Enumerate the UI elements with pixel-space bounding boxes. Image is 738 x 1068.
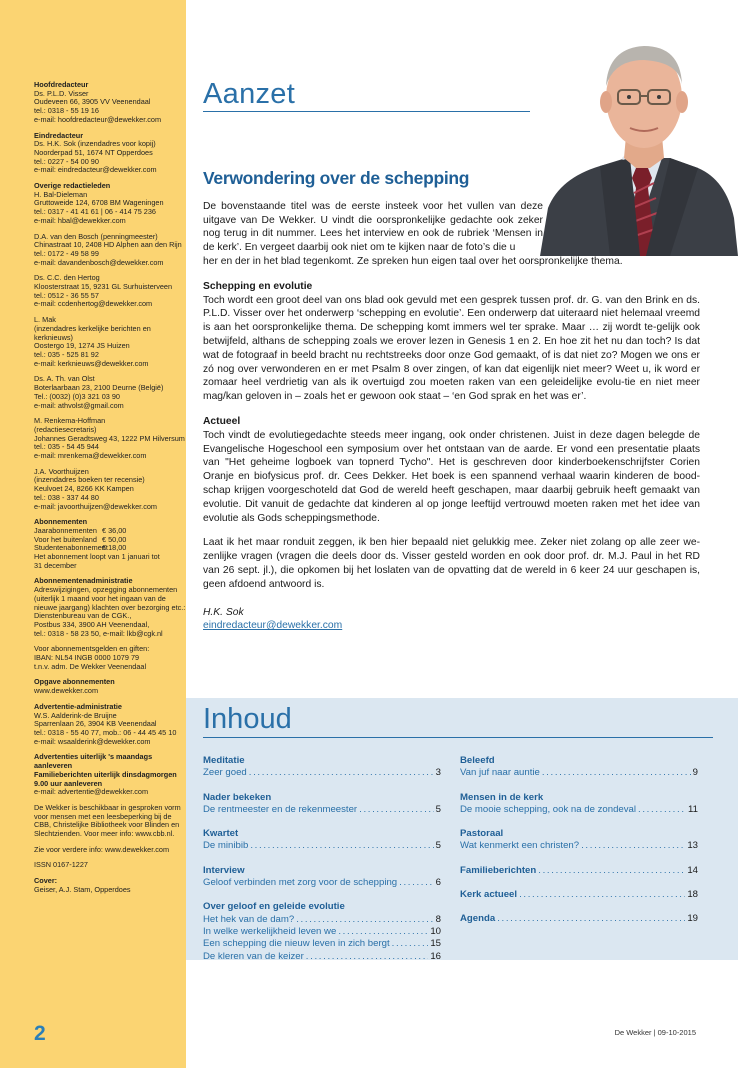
colophon-block	[34, 132, 182, 176]
subscription-price: € 18,00	[102, 543, 127, 553]
contents-page-number: 5	[435, 803, 441, 815]
contents-page-number: 8	[435, 913, 441, 925]
contents-heading-entry[interactable]	[460, 913, 698, 925]
contents-entry-title: Het hek van de dam?	[203, 913, 295, 925]
contents-page-number: 18	[687, 889, 698, 901]
colophon-heading: Hoofdredacteur	[34, 80, 89, 89]
colophon-line: De Wekker is beschikbaar in gesproken vorm	[34, 802, 181, 812]
contents-page-number: 13	[687, 840, 698, 852]
editorial-article	[203, 168, 700, 633]
contents-dot-leader	[638, 804, 686, 816]
contents-entry-title: De mooie schepping, ook na de zondeval	[460, 803, 637, 815]
colophon-line: t.n.v. adm. De Wekker Veenendaal	[34, 661, 147, 671]
contents-page-number: 9	[692, 767, 698, 779]
colophon-line: e-mail: kerknieuws@dewekker.com	[34, 358, 149, 368]
colophon-line: e-mail: wsaalderink@dewekker.com	[34, 736, 151, 746]
colophon-line: e-mail: javoorthuijzen@dewekker.com	[34, 501, 157, 511]
article-paragraph: Laat ik het maar ronduit zeggen, ik ben hier bepaald niet gelukkig mee. Zeker niet zolang op alle zeer we-zenlijke vragen (vragen die deels door ds. Visser gesteld worden en ook door prof. dr. M.J. Paul in het RD van 26 sept. jl.), die opkomen bij het loslaten van de opvatting dat de wereld in 6 keer 24 uur geschapen is, geen afdoend antwoord is.	[203, 537, 700, 590]
article-intro: De bovenstaande titel was de eerste insteek voor het vullen van deze uitgave van De Wekker. U vindt die oorspronkelijke gedachte ook zeker nog terug in dit nummer. Lees het interview en ook de rubriek ‘Mensen in de kerk’. En vergeet daarbij ook niet om te kijken naar de foto’s die u	[203, 200, 543, 254]
contents-page-number: 10	[430, 925, 441, 937]
subscription-price: € 36,00	[102, 525, 127, 535]
colophon-line: Postbus 334, 3900 AH Veenendaal,	[34, 619, 150, 629]
contents-entry[interactable]	[203, 926, 441, 938]
colophon-heading: Cover:	[34, 876, 58, 886]
contents-heading: Nader bekeken	[203, 791, 272, 803]
colophon-line: (inzendadres boeken ter recensie)	[34, 475, 145, 485]
contents-section	[203, 755, 441, 780]
contents-entry[interactable]	[203, 767, 441, 779]
colophon-line: e-mail: hbal@dewekker.com	[34, 215, 126, 225]
colophon-line: tel.: 0172 - 49 58 99	[34, 248, 99, 258]
contents-dot-leader	[542, 767, 691, 779]
contents-entry-title: Geloof verbinden met zorg voor de schepping	[203, 877, 398, 889]
section-rule	[203, 111, 537, 112]
colophon-line: e-mail: advertentie@dewekker.com	[34, 787, 149, 797]
colophon-block	[34, 468, 182, 512]
colophon-line: Ds. C.C. den Hertog	[34, 273, 100, 283]
colophon-line: Ds. A. Th. van Olst	[34, 374, 95, 384]
colophon-line: e-mail: hoofdredacteur@dewekker.com	[34, 114, 162, 124]
contents-dot-leader	[392, 938, 429, 950]
contents-page-number: 15	[430, 938, 441, 950]
contents-dot-leader	[338, 926, 428, 938]
contents-dot-leader	[519, 889, 685, 901]
colophon-line: www.dewekker.com	[34, 686, 99, 696]
colophon-line: Oudeveen 66, 3905 VV Veenendaal	[34, 97, 151, 107]
contents-section	[203, 828, 441, 853]
contents-section	[460, 755, 698, 780]
colophon-block	[34, 703, 182, 747]
subscription-type: Studentenabonnement	[34, 543, 108, 553]
colophon-heading: Overige redactieleden	[34, 181, 111, 191]
subheading-actueel: Actueel	[203, 415, 241, 427]
contents-dot-leader	[359, 804, 434, 816]
colophon-block	[34, 804, 182, 839]
colophon-line: L. Mak	[34, 315, 56, 325]
colophon-line: ISSN 0167-1227	[34, 860, 88, 870]
contents-title: Inhoud	[203, 703, 292, 735]
colophon-line: tel.: 035 - 54 45 944	[34, 442, 99, 452]
colophon-line: Oostergo 19, 1274 JS Huizen	[34, 341, 130, 351]
contents-entry-title: Zeer goed	[203, 767, 247, 779]
contents-entry-title: In welke werkelijkheid leven we	[203, 925, 337, 937]
contents-entry[interactable]	[460, 767, 698, 779]
contents-entry[interactable]	[203, 804, 441, 816]
contents-section	[460, 865, 698, 877]
colophon-block	[34, 416, 185, 461]
colophon-line: CBB, Christelijke Bibliotheek voor Blinden en	[34, 820, 180, 830]
contents-heading: Mensen in de kerk	[460, 791, 544, 803]
colophon-line: Johannes Geradtsweg 43, 1222 PM Hilversum	[34, 433, 185, 443]
contents-page-number: 3	[435, 767, 441, 779]
contents-section	[203, 901, 441, 962]
colophon-block	[34, 233, 182, 268]
colophon-line: tel.: 0227 - 54 00 90	[34, 156, 99, 166]
colophon-block	[34, 375, 182, 410]
colophon-line: Gruttoweide 124, 6708 BM Wageningen	[34, 198, 164, 208]
colophon-line: IBAN: NL54 INGB 0000 1079 79	[34, 653, 140, 663]
contents-entry-title: Van juf naar auntie	[460, 767, 540, 779]
colophon-line: M. Renkema-Hoffman	[34, 416, 106, 426]
contents-section	[460, 828, 698, 853]
colophon-line: Keulvoet 24, 8266 KK Kampen	[34, 484, 134, 494]
contents-heading: Familieberichten	[460, 864, 537, 876]
colophon-line: Voor abonnementsgelden en giften:	[34, 644, 150, 654]
colophon-line: W.S. Aalderink-de Bruijne	[34, 710, 117, 720]
contents-entry[interactable]	[203, 840, 441, 852]
contents-page-number: 5	[435, 840, 441, 852]
contents-heading-entry[interactable]	[460, 865, 698, 877]
contents-section	[460, 913, 698, 925]
colophon-line: nieuwe jaargang) klachten over bezorging etc.:	[34, 602, 186, 612]
colophon-line: tel.: 0318 - 55 19 16	[34, 106, 99, 116]
contents-page-number: 16	[430, 950, 441, 962]
section-title-aanzet: Aanzet	[203, 78, 296, 110]
colophon-line: Ds. P.L.D. Visser	[34, 88, 89, 98]
colophon-line: Zie voor verdere info: www.dewekker.com	[34, 844, 170, 854]
contents-column-right	[460, 755, 698, 938]
article-title: Verwondering over de schepping	[203, 168, 470, 188]
contents-entry[interactable]	[203, 914, 441, 926]
author-signature: H.K. Sok	[203, 606, 244, 618]
article-paragraph: Toch vindt de evolutiegedachte steeds meer ingang, ook onder christenen. Juist in deze dagen belegde de Evangelische Hogeschool een symposium over het ontstaan van de aarde. Er vond een presentatie plaats van "Het geheime logboek van topnerd Tycho". Het is geschreven door kinderboekenschrijfster Corien Oranje en biofysicus prof. dr. Cees Dekker. Het boek is een spannend verhaal waarin kinderen de bood-schap krijgen voorgeschoteld dat God de wereld heeft geschapen, maar daarbij gebruik heeft gemaakt van evolutie. Dit vanuit de gedachte dat kinderen al op jonge leeftijd vertrouwd moeten raken met het idee van evolutie als Gods scheppingsmethode.	[203, 429, 700, 524]
colophon-line: Ds. H.K. Sok (inzendadres voor kopij)	[34, 139, 156, 149]
colophon-block	[34, 877, 182, 894]
colophon-line: (redactiesecretaris)	[34, 424, 97, 434]
colophon-line: Boterlaarbaan 23, 2100 Deurne (België)	[34, 383, 164, 393]
colophon-line: Chinastraat 10, 2408 HD Alphen aan den Rijn	[34, 240, 182, 250]
colophon-line: Geiser, A.J. Stam, Opperdoes	[34, 884, 131, 894]
colophon-heading: Abonnementenadministratie	[34, 576, 133, 586]
colophon-line: tel.: 035 - 525 81 92	[34, 349, 99, 359]
colophon	[34, 80, 186, 902]
contents-dot-leader	[296, 914, 433, 926]
contents-heading: Agenda	[460, 913, 496, 925]
colophon-block	[34, 316, 182, 368]
subscription-type: Voor het buitenland	[34, 534, 97, 544]
colophon-heading: Eindredacteur	[34, 130, 84, 140]
contents-page-number: 19	[687, 913, 698, 925]
colophon-line: tel.: 0317 - 41 41 61 | 06 - 414 75 236	[34, 207, 156, 217]
colophon-line: tel.: 0512 - 36 55 57	[34, 290, 99, 300]
contents-section	[460, 792, 698, 817]
contents-page-number: 11	[688, 803, 698, 815]
colophon-line: Tel.: (0032) (0)3 321 03 90	[34, 391, 120, 401]
contents-entry[interactable]	[460, 804, 698, 816]
footer-issue: De Wekker | 09-10-2015	[614, 1028, 696, 1037]
colophon-block	[34, 274, 182, 309]
article-paragraph: Toch wordt een groot deel van ons blad ook gevuld met een gesprek tussen prof. dr. G. van den Brink en ds. P.L.D. Visser over het onderwerp ‘schepping en evolutie’. Een onderwerp dat uiteraard niet helemaal vreemd is aan het oorspronkelijke thema. De schepping komt immers wel ter sprake. Maar … zij wordt te-gelijk ook betwijfeld, althans de schepping zoals we erover lezen in Genesis 1 en 2. En hoe zit het nu dan toch? Is dat wat de fotograaf in beeld bracht nu rechtstreeks door onze God gemaakt, of is dat niet zo? Mogen we ons er zó nog over verwonderen en er met Psalm 8 over zingen, of kan dat eigenlijk niet meer? Weet u, ik word er zomaar heel verdrietig van als ik overtuigd zou moeten raken van een geleidelijke evolu-tie en niet meer mag/kan geloven in – zoals het er gewoon ook staat – ‘en God sprak en het was er’.	[203, 294, 700, 403]
colophon-line: Adreswijzigingen, opzegging abonnementen	[34, 585, 178, 595]
colophon-line: Noorderpad 51, 1674 NT Opperdoes	[34, 147, 153, 157]
colophon-block	[34, 182, 182, 226]
contents-page-number: 14	[687, 864, 698, 876]
colophon-line: H. Bal-Dieleman	[34, 189, 88, 199]
colophon-heading: Opgave abonnementen	[34, 677, 115, 687]
colophon-line: voor mensen met een leesbeperking bij de	[34, 811, 172, 821]
colophon-heading: Advertentie-administratie	[34, 701, 122, 711]
colophon-block	[34, 678, 182, 695]
colophon-line: e-mail: eindredacteur@dewekker.com	[34, 165, 157, 175]
contents-section	[203, 792, 441, 817]
colophon-block-subscriptions	[34, 518, 182, 570]
contents-entry-title: Een schepping die nieuw leven in zich bergt	[203, 938, 390, 950]
contents-heading: Beleefd	[460, 755, 495, 766]
colophon-line: Sparrenlaan 26, 3904 KB Veenendaal	[34, 719, 157, 729]
contents-dot-leader	[250, 840, 433, 852]
subheading-schepping-en-evolutie: Schepping en evolutie	[203, 280, 313, 292]
contents-dot-leader	[497, 913, 685, 925]
contents-section	[203, 865, 441, 890]
contents-heading: Interview	[203, 864, 245, 876]
contents-entry-title: De kleren van de keizer	[203, 950, 304, 962]
subscription-type: Jaarabonnementen	[34, 525, 97, 535]
colophon-line: tel.: 0318 - 58 23 50, e-mail: lkb@cgk.nl	[34, 628, 163, 638]
contents-entry-title: Wat kenmerkt een christen?	[460, 840, 580, 852]
contents-dot-leader	[306, 951, 429, 963]
colophon-line: Kloosterstraat 15, 9231 GL Surhuisterveen	[34, 282, 173, 292]
colophon-line: (uiterlijk 1 maand voor het ingaan van de	[34, 593, 166, 603]
article-intro-end: her en der in het blad tegenkomt. Ze spreken hun eigen taal over het oorspronkelijke thema.	[203, 255, 623, 267]
colophon-line: e-mail: ccdenhertog@dewekker.com	[34, 299, 153, 309]
contents-entry[interactable]	[203, 938, 441, 950]
colophon-line: Het abonnement loopt van 1 januari tot	[34, 552, 160, 562]
contents-entry[interactable]	[203, 951, 441, 963]
colophon-line: e-mail: mrenkema@dewekker.com	[34, 451, 147, 461]
contents-heading-entry[interactable]	[460, 889, 698, 901]
colophon-line: Dienstenbureau van de CGK.,	[34, 611, 132, 621]
colophon-line: e-mail: davandenbosch@dewekker.com	[34, 257, 164, 267]
contents-heading: Meditatie	[203, 755, 245, 766]
subscription-price: € 50,00	[102, 534, 127, 544]
contents-section	[460, 889, 698, 901]
colophon-line: D.A. van den Bosch (penningmeester)	[34, 231, 158, 241]
author-email-link[interactable]: eindredacteur@dewekker.com	[203, 620, 343, 632]
colophon-line: tel.: 0318 - 55 40 77, mob.: 06 - 44 45 45 10	[34, 728, 177, 737]
colophon-line: 31 december	[34, 560, 77, 570]
contents-entry-title: De minibib	[203, 840, 249, 852]
colophon-line: (inzendadres kerkelijke berichten en	[34, 323, 151, 333]
colophon-block	[34, 846, 182, 855]
page-number: 2	[34, 1022, 46, 1045]
colophon-line: Slechtzienden. Voor meer info: www.cbb.nl.	[34, 829, 175, 839]
contents-rule	[203, 737, 713, 738]
colophon-heading: Abonnementen	[34, 517, 88, 527]
contents-heading: Pastoraal	[460, 828, 504, 840]
contents-heading: Kerk actueel	[460, 889, 518, 901]
colophon-block	[34, 81, 182, 125]
contents-entry[interactable]	[460, 840, 698, 852]
contents-page-number: 6	[435, 877, 441, 889]
contents-heading: Over geloof en geleide evolutie	[203, 901, 345, 913]
colophon-block	[34, 861, 182, 870]
contents-dot-leader	[581, 840, 685, 852]
colophon-line: J.A. Voorthuijzen	[34, 466, 89, 476]
colophon-block	[34, 645, 182, 671]
colophon-line: tel.: 038 - 337 44 80	[34, 492, 99, 502]
contents-entry-title: De rentmeester en de rekenmeester	[203, 803, 358, 815]
contents-entry[interactable]	[203, 877, 441, 889]
colophon-block	[34, 753, 182, 797]
contents-heading: Kwartet	[203, 828, 239, 840]
colophon-heading: Advertenties uiterlijk 's maandags aanleveren Familieberichten uiterlijk dinsdagmorgen 9.00 uur aanleveren	[34, 752, 177, 788]
colophon-line: kerknieuws)	[34, 332, 73, 342]
colophon-line: e-mail: athvolst@gmail.com	[34, 400, 124, 410]
contents-column-left	[203, 755, 441, 975]
contents-dot-leader	[249, 767, 434, 779]
contents-dot-leader	[538, 865, 685, 877]
contents-dot-leader	[399, 877, 434, 889]
colophon-block	[34, 576, 186, 638]
